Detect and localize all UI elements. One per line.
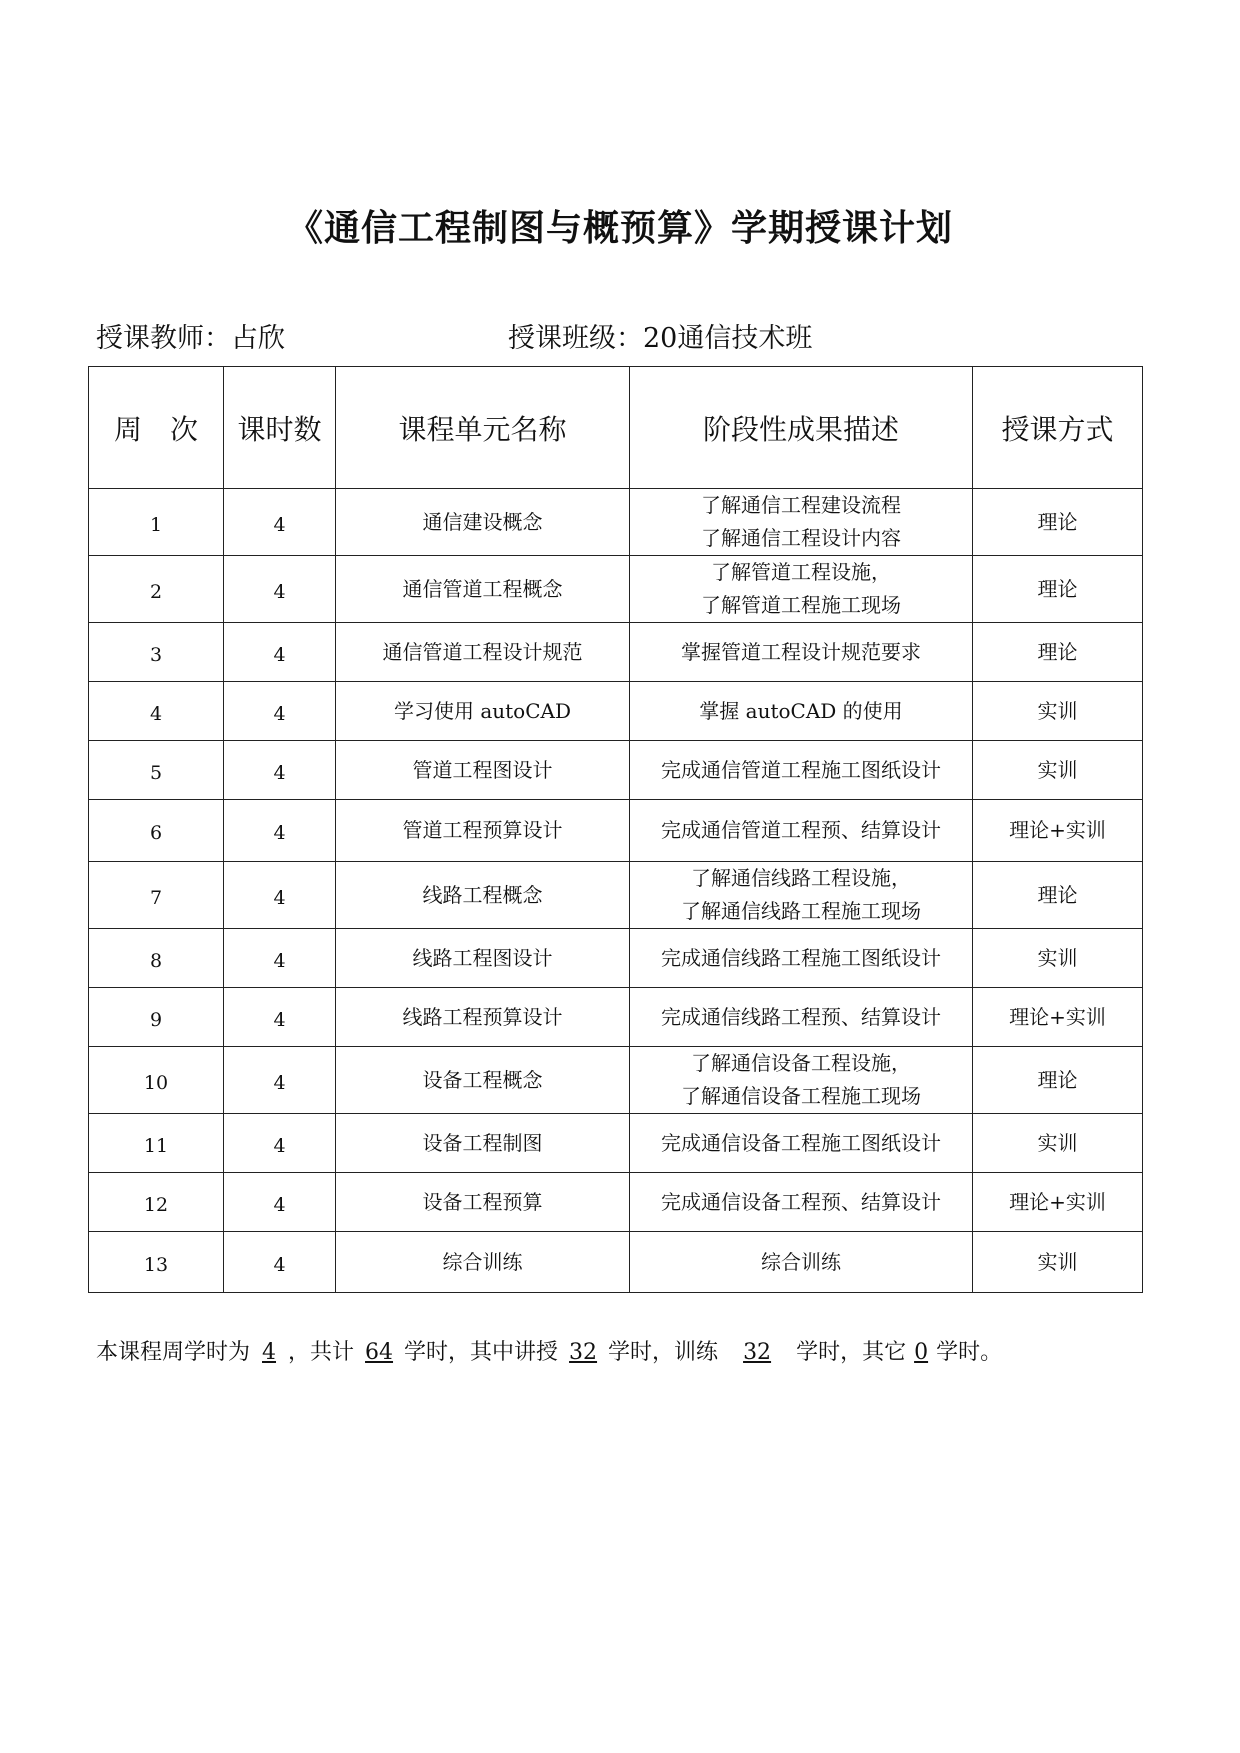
week-cell: 13 — [89, 1232, 224, 1293]
mode-cell: 实训 — [973, 929, 1143, 988]
unit-cell: 线路工程图设计 — [336, 929, 630, 988]
unit-cell: 管道工程图设计 — [336, 741, 630, 800]
summary-text-1: 本课程周学时为 — [96, 1340, 251, 1365]
hours-cell: 4 — [224, 623, 336, 682]
description-cell — [630, 1173, 973, 1232]
unit-cell: 通信建设概念 — [336, 489, 630, 556]
week-cell: 12 — [89, 1173, 224, 1232]
week-cell: 11 — [89, 1114, 224, 1173]
table-row — [89, 623, 1143, 682]
mode-cell: 理论 — [973, 489, 1143, 556]
description-line: 了解通信工程设计内容 — [701, 526, 901, 550]
table-row — [89, 1114, 1143, 1173]
unit-cell: 学习使用 autoCAD — [336, 682, 630, 741]
table-row — [89, 1047, 1143, 1114]
table-row — [89, 929, 1143, 988]
mode-cell: 理论+实训 — [973, 800, 1143, 862]
description-line: 了解管道工程施工现场 — [701, 593, 901, 617]
class-info: 授课班级：20通信技术班 — [508, 323, 813, 354]
week-cell: 3 — [89, 623, 224, 682]
table-row — [89, 741, 1143, 800]
description-line: 了解通信线路工程设施， — [691, 866, 911, 890]
mode-cell: 理论 — [973, 862, 1143, 929]
unit-cell: 综合训练 — [336, 1232, 630, 1293]
hours-cell: 4 — [224, 988, 336, 1047]
teaching-plan-table — [88, 366, 1143, 1293]
mode-cell: 实训 — [973, 1232, 1143, 1293]
hours-cell: 4 — [224, 741, 336, 800]
description-cell — [630, 682, 973, 741]
hours-cell: 4 — [224, 929, 336, 988]
header-hours: 课时数 — [224, 367, 336, 489]
week-cell: 9 — [89, 988, 224, 1047]
week-cell: 7 — [89, 862, 224, 929]
description-cell — [630, 556, 973, 623]
description-cell — [630, 489, 973, 556]
description-line: 了解通信线路工程施工现场 — [681, 899, 921, 923]
table-row — [89, 489, 1143, 556]
description-line: 完成通信管道工程施工图纸设计 — [661, 757, 941, 782]
hours-cell: 4 — [224, 556, 336, 623]
summary-text-5: 学时，其它 — [796, 1340, 907, 1365]
unit-cell: 设备工程概念 — [336, 1047, 630, 1114]
weekly-hours-value: 4 — [262, 1340, 277, 1365]
description-cell — [630, 741, 973, 800]
hours-cell: 4 — [224, 489, 336, 556]
mode-cell: 理论+实训 — [973, 1173, 1143, 1232]
week-cell: 8 — [89, 929, 224, 988]
summary-text-6: 学时。 — [936, 1340, 1003, 1365]
mode-cell: 理论 — [973, 1047, 1143, 1114]
hours-cell: 4 — [224, 1114, 336, 1173]
description-cell — [630, 1047, 973, 1114]
description-line: 综合训练 — [761, 1249, 841, 1274]
description-line: 完成通信线路工程预、结算设计 — [661, 1004, 941, 1029]
description-cell — [630, 862, 973, 929]
lecture-hours-value: 32 — [569, 1340, 598, 1365]
training-hours-value: 32 — [743, 1340, 772, 1365]
mode-cell: 实训 — [973, 741, 1143, 800]
page-title: 《通信工程制图与概预算》学期授课计划 — [286, 208, 953, 249]
table-body — [89, 489, 1143, 1293]
description-line: 完成通信管道工程预、结算设计 — [661, 818, 941, 842]
week-cell: 1 — [89, 489, 224, 556]
hours-cell: 4 — [224, 862, 336, 929]
unit-cell: 线路工程预算设计 — [336, 988, 630, 1047]
description-cell — [630, 988, 973, 1047]
table-row — [89, 988, 1143, 1047]
mode-cell: 理论 — [973, 556, 1143, 623]
week-cell: 10 — [89, 1047, 224, 1114]
mode-cell: 实训 — [973, 1114, 1143, 1173]
summary-text-2: ，共计 — [288, 1340, 355, 1365]
header-mode: 授课方式 — [973, 367, 1143, 489]
table-row — [89, 1173, 1143, 1232]
table-row — [89, 862, 1143, 929]
table-row — [89, 800, 1143, 862]
description-line: 掌握 autoCAD 的使用 — [699, 698, 903, 723]
description-line: 完成通信设备工程预、结算设计 — [661, 1189, 941, 1214]
mode-cell: 理论 — [973, 623, 1143, 682]
description-line: 了解通信工程建设流程 — [701, 493, 901, 517]
description-line: 掌握管道工程设计规范要求 — [681, 639, 921, 664]
description-cell — [630, 623, 973, 682]
unit-cell: 管道工程预算设计 — [336, 800, 630, 862]
unit-cell: 设备工程预算 — [336, 1173, 630, 1232]
description-cell — [630, 929, 973, 988]
description-cell — [630, 1232, 973, 1293]
hours-cell: 4 — [224, 1047, 336, 1114]
mode-cell: 实训 — [973, 682, 1143, 741]
description-cell — [630, 800, 973, 862]
total-hours-value: 64 — [365, 1340, 394, 1365]
week-cell: 6 — [89, 800, 224, 862]
header-week: 周 次 — [89, 367, 224, 489]
description-line: 了解通信设备工程设施， — [691, 1051, 911, 1075]
teacher-info: 授课教师：占欣 — [96, 323, 285, 354]
course-hours-summary — [96, 1335, 1002, 1366]
week-cell: 5 — [89, 741, 224, 800]
unit-cell: 通信管道工程概念 — [336, 556, 630, 623]
hours-cell: 4 — [224, 1232, 336, 1293]
summary-text-4: 学时，训练 — [608, 1340, 719, 1365]
description-line: 了解通信设备工程施工现场 — [681, 1084, 921, 1108]
unit-cell: 通信管道工程设计规范 — [336, 623, 630, 682]
hours-cell: 4 — [224, 800, 336, 862]
description-line: 了解管道工程设施， — [711, 560, 891, 584]
description-cell — [630, 1114, 973, 1173]
description-line: 完成通信设备工程施工图纸设计 — [661, 1130, 941, 1155]
summary-text-3: 学时，其中讲授 — [404, 1340, 559, 1365]
other-hours-value: 0 — [914, 1340, 929, 1365]
hours-cell: 4 — [224, 682, 336, 741]
week-cell: 2 — [89, 556, 224, 623]
table-row — [89, 682, 1143, 741]
table-header-row — [89, 367, 1143, 489]
unit-cell: 设备工程制图 — [336, 1114, 630, 1173]
table-row — [89, 1232, 1143, 1293]
mode-cell: 理论+实训 — [973, 988, 1143, 1047]
week-cell: 4 — [89, 682, 224, 741]
header-description: 阶段性成果描述 — [630, 367, 973, 489]
table-row — [89, 556, 1143, 623]
header-unit: 课程单元名称 — [336, 367, 630, 489]
description-line: 完成通信线路工程施工图纸设计 — [661, 945, 941, 970]
unit-cell: 线路工程概念 — [336, 862, 630, 929]
hours-cell: 4 — [224, 1173, 336, 1232]
